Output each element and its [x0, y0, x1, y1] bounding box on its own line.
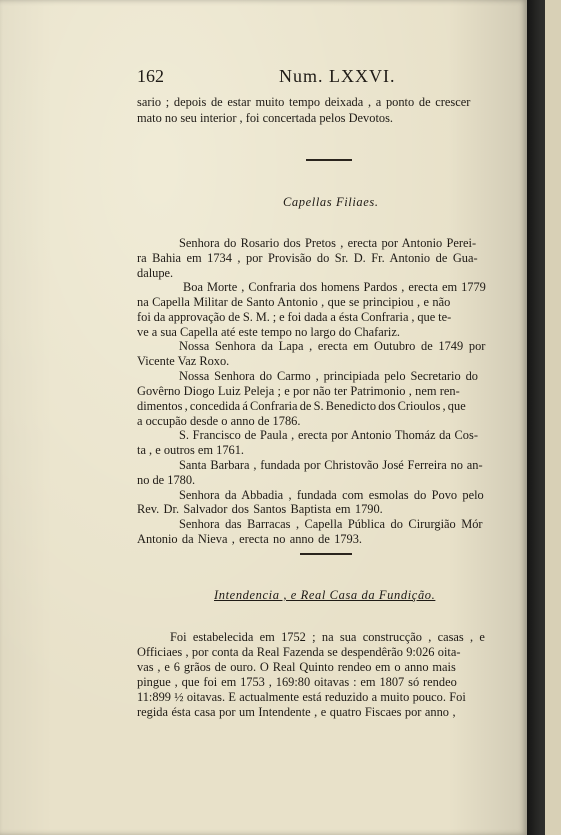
page-header — [137, 66, 512, 90]
s2-line: 11:899 ½ oitavas. E actualmente está reduzido a muito pouco. Foi — [137, 690, 466, 704]
s2-line: Foi estabelecida em 1752 ; na sua construcção , casas , e — [170, 630, 485, 644]
s1-line: Santa Barbara , fundada por Christovão José Ferreira no an- — [179, 458, 483, 472]
s1-line: a occupão desde o anno de 1786. — [137, 414, 301, 428]
s1-line: ta , e outros em 1761. — [137, 443, 245, 457]
section-heading-intendencia: Intendencia , e Real Casa da Fundição. — [214, 588, 436, 602]
s1-line: Senhora das Barracas , Capella Pública do Cirurgião Mór — [179, 517, 483, 531]
s1-line: ve a sua Capella até este tempo no largo do Chafariz. — [137, 325, 400, 339]
s1-line: Govêrno Diogo Luiz Peleja ; e por não ter Patrimonio , nem ren- — [137, 384, 460, 398]
s1-line: ra Bahia em 1734 , por Provisão do Sr. D. Fr. Antonio de Gua- — [137, 251, 478, 265]
s1-line: na Capella Militar de Santo Antonio , que se principiou , e não — [137, 295, 451, 309]
facing-page-edge — [545, 0, 561, 835]
intro-line-2: mato no seu interior , foi concertada pelos Devotos. — [137, 111, 393, 125]
s1-line: Nossa Senhora do Carmo , principiada pelo Secretario do — [179, 369, 478, 383]
s1-line: S. Francisco de Paula , erecta por Antonio Thomáz da Cos- — [179, 428, 478, 442]
s2-line: regida ésta casa por um Intendente , e quatro Fiscaes por anno , — [137, 705, 456, 719]
s2-line: vas , e 6 grãos de ouro. O Real Quinto rendeo em o anno mais — [137, 660, 456, 674]
s1-line: foi da approvação de S. M. ; e foi dada a ésta Confraria , que te- — [137, 310, 452, 324]
s1-line: Antonio da Nieva , erecta no anno de 1793. — [137, 532, 362, 546]
s1-line: Rev. Dr. Salvador dos Santos Baptista em 1790. — [137, 502, 383, 516]
s1-line: Boa Morte , Confraria dos homens Pardos , erecta em 1779 — [183, 280, 486, 294]
s1-line: Senhora do Rosario dos Pretos , erecta por Antonio Perei- — [179, 236, 477, 250]
s1-line: Nossa Senhora da Lapa , erecta em Outubro de 1749 por — [179, 339, 486, 353]
section-rule — [306, 159, 352, 161]
running-head: Num. LXXVI. — [279, 66, 396, 86]
s1-line: dimentos , concedida á Confraria de S. Benedicto dos Crioulos , que — [137, 399, 466, 413]
intro-line-1: sario ; depois de estar muito tempo deixada , a ponto de crescer — [137, 95, 471, 109]
section-rule — [300, 553, 352, 555]
s1-line: Senhora da Abbadia , fundada com esmolas do Povo pelo — [179, 488, 484, 502]
s1-line: no de 1780. — [137, 473, 196, 487]
section-heading-capellas: Capellas Filiaes. — [283, 195, 379, 209]
s2-line: pingue , que foi em 1753 , 169:80 oitavas : em 1807 só rendeo — [137, 675, 457, 689]
page-number: 162 — [137, 66, 164, 86]
s1-line: dalupe. — [137, 266, 174, 280]
s2-line: Officiaes , por conta da Real Fazenda se despendêrão 9:026 oita- — [137, 645, 461, 659]
s1-line: Vicente Vaz Roxo. — [137, 354, 230, 368]
